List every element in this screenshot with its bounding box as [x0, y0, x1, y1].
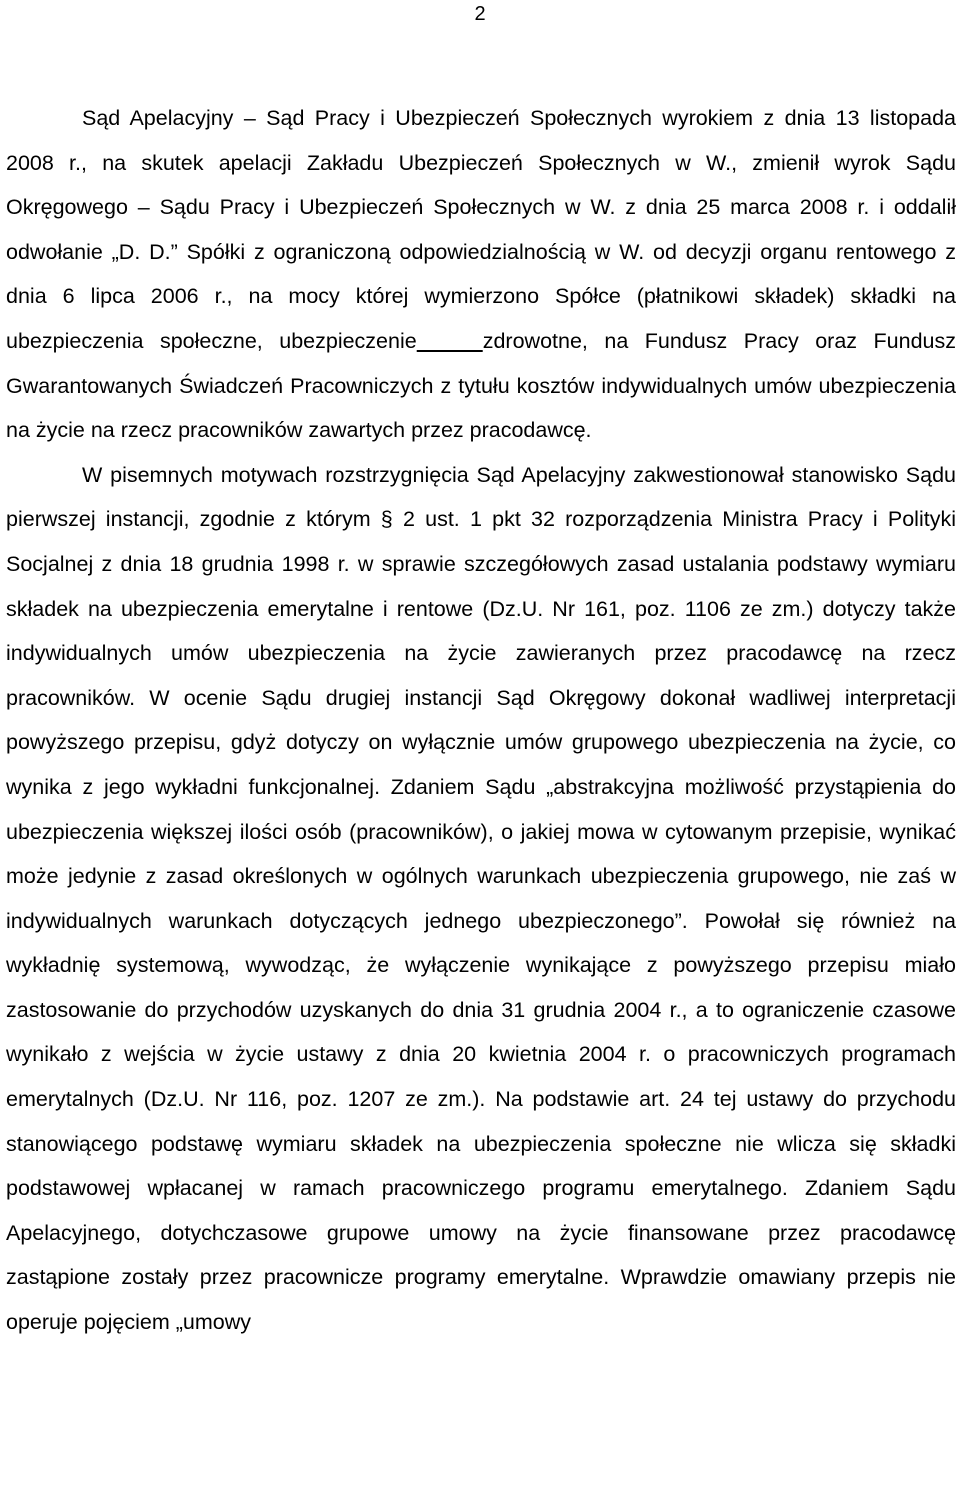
- paragraph-text: zdrowotne, na Fundusz Pracy oraz Fundusz Gwarantowanych Świadczeń Pracowniczych z tytułu kosztów indywidualnych umów ubezpieczenia na życie na rzecz pracowników zawartych przez pracodawcę.: [6, 328, 956, 443]
- underlined-gap: [417, 329, 483, 353]
- page-number: 2: [474, 3, 486, 25]
- paragraph-reasoning: W pisemnych motywach rozstrzygnięcia Sąd Apelacyjny zakwestionował stanowisko Sądu pierwszej instancji, zgodnie z którym § 2 ust. 1 pkt 32 rozporządzenia Ministra Pracy i Polityki Socjalnej z dnia 18 grudnia 1998 r. w sprawie szczegółowych zasad ustalania podstawy wymiaru składek na ubezpieczenia emerytalne i rentowe (Dz.U. Nr 161, poz. 1106 ze zm.) dotyczy także indywidualnych umów ubezpieczenia na życie zawieranych przez pracodawcę na rzecz pracowników. W ocenie Sądu drugiej instancji Sąd Okręgowy dokonał wadliwej interpretacji powyższego przepisu, gdyż dotyczy on wyłącznie umów grupowego ubezpieczenia na życie, co wynika z jego wykładni funkcjonalnej. Zdaniem Sądu „abstrakcyjna możliwość przystąpienia do ubezpieczenia większej ilości osób (pracowników), o jakiej mowa w cytowanym przepisie, wynikać może jedynie z zasad określonych w ogólnych warunkach ubezpieczenia grupowego, nie zaś w indywidualnych warunkach dotyczących jednego ubezpieczonego”. Powołał się również na wykładnię systemową, wywodząc, że wyłączenie wynikające z powyższego przepisu miało zastosowanie do przychodów uzyskanych do dnia 31 grudnia 2004 r., a to ograniczenie czasowe wynikało z wejścia w życie ustawy z dnia 20 kwietnia 2004 r. o pracowniczych programach emerytalnych (Dz.U. Nr 116, poz. 1207 ze zm.). Na podstawie art. 24 tej ustawy do przychodu stanowiącego podstawę wymiaru składek na ubezpieczenia społeczne nie wlicza się składki podstawowej wpłacanej w ramach pracowniczego programu emerytalnego. Zdaniem Sądu Apelacyjnego, dotychczasowe grupowe umowy na życie finansowane przez pracodawcę zastąpione zostały przez pracownicze programy emerytalne. Wprawdzie omawiany przepis nie operuje pojęciem „umowy: [6, 462, 956, 1335]
- document-body: [6, 96, 956, 1345]
- paragraph-text: Sąd Apelacyjny – Sąd Pracy i Ubezpieczeń Społecznych wyrokiem z dnia 13 listopada 2008 r., na skutek apelacji Zakładu Ubezpieczeń Społecznych w W., zmienił wyrok Sądu Okręgowego – Sądu Pracy i Ubezpieczeń Społecznych w W. z dnia 25 marca 2008 r. i oddalił odwołanie „D. D.” Spółki z ograniczoną odpowiedzialnością w W. od decyzji organu rentowego z dnia 6 lipca 2006 r., na mocy której wymierzono Spółce (płatnikowi składek) składki na ubezpieczenia społeczne, ubezpieczenie: [6, 106, 956, 353]
- paragraph-judgment-summary: [6, 96, 956, 453]
